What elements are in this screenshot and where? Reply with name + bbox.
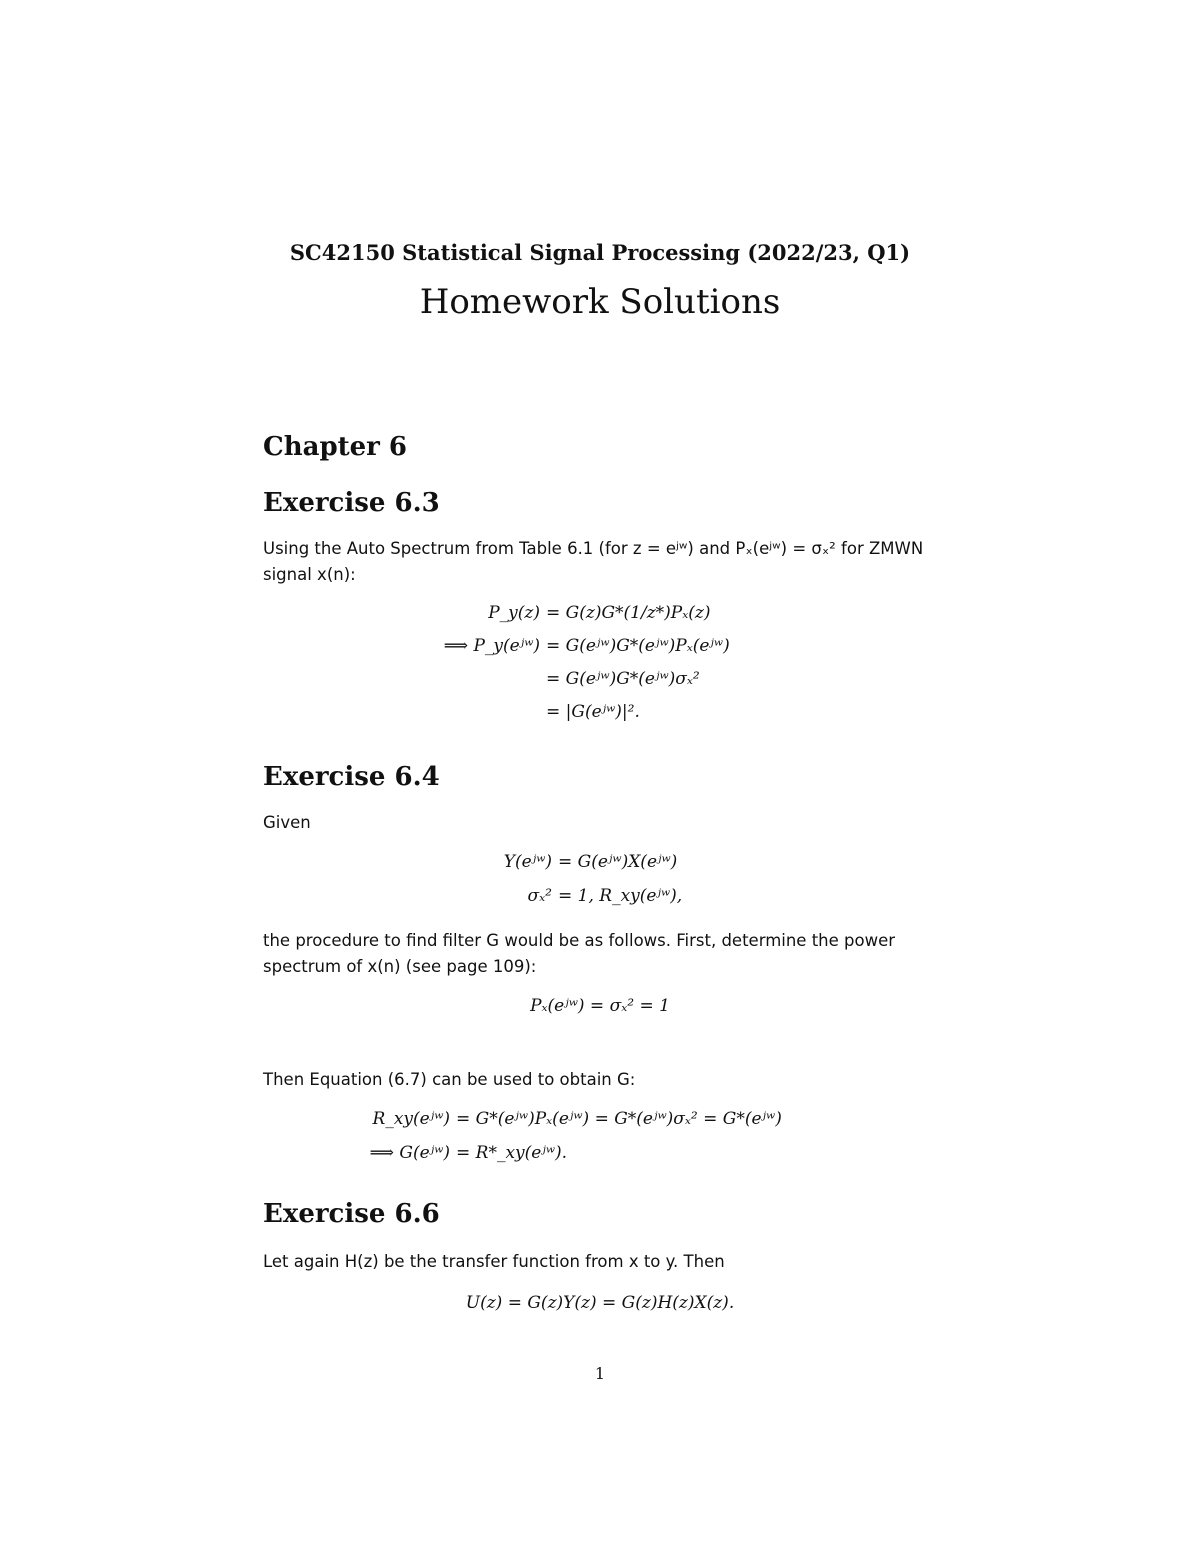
eq-lhs: ⟹ P_y(eʲʷ) xyxy=(443,636,540,656)
exercise-6-3-equations xyxy=(0,603,1200,733)
exercise-6-3-intro: Using the Auto Spectrum from Table 6.1 (for z = eʲʷ) and Pₓ(eʲʷ) = σₓ² for ZMWN signal x(n): xyxy=(263,539,924,584)
exercise-6-6-text: Let again H(z) be the transfer function from x to y. Then xyxy=(263,1252,725,1271)
eq-lhs: σₓ² xyxy=(527,886,552,906)
eq-rhs: = 1, R_xy(eʲʷ), xyxy=(558,886,683,906)
exercise-6-6-heading: Exercise 6.6 xyxy=(263,1199,440,1229)
exercise-6-4-given: Given xyxy=(263,813,311,832)
exercise-6-4-procedure: the procedure to find filter G would be as follows. First, determine the power spectrum of x(n) (see page 109): xyxy=(263,931,896,976)
page-number: 1 xyxy=(594,1364,606,1383)
exercise-6-3-heading: Exercise 6.3 xyxy=(263,488,440,518)
chapter-heading: Chapter 6 xyxy=(263,432,408,462)
exercise-6-4-heading: Exercise 6.4 xyxy=(263,762,440,792)
eq-lhs: P_y(z) xyxy=(488,603,540,623)
eq-lhs: Y(eʲʷ) xyxy=(503,852,552,872)
document-title: Homework Solutions xyxy=(419,282,781,322)
power-spectrum-equation: Pₓ(eʲʷ) = σₓ² = 1 xyxy=(530,996,670,1016)
eq-rhs: = G(eʲʷ)G*(eʲʷ)Pₓ(eʲʷ) xyxy=(546,636,730,656)
exercise-6-4-result-equations xyxy=(0,1109,1200,1179)
eq-lhs: ⟹ G(eʲʷ) xyxy=(369,1143,450,1163)
eq-lhs: R_xy(eʲʷ) xyxy=(372,1109,450,1129)
exercise-6-4-given-equations xyxy=(0,852,1200,922)
eq-rhs: = G(eʲʷ)G*(eʲʷ)σₓ² xyxy=(546,669,700,689)
eq-rhs: = |G(eʲʷ)|². xyxy=(546,702,640,722)
exercise-6-6-equation: U(z) = G(z)Y(z) = G(z)H(z)X(z). xyxy=(465,1293,735,1313)
eq-rhs: = R*_xy(eʲʷ). xyxy=(456,1143,568,1163)
course-title: SC42150 Statistical Signal Processing (2022/23, Q1) xyxy=(289,240,911,265)
eq-rhs: = G(eʲʷ)X(eʲʷ) xyxy=(558,852,678,872)
exercise-6-4-equation-intro: Then Equation (6.7) can be used to obtain G: xyxy=(263,1070,636,1089)
eq-rhs: = G*(eʲʷ)Pₓ(eʲʷ) = G*(eʲʷ)σₓ² = G*(eʲʷ) xyxy=(456,1109,782,1129)
eq-rhs: = G(z)G*(1/z*)Pₓ(z) xyxy=(546,603,711,623)
